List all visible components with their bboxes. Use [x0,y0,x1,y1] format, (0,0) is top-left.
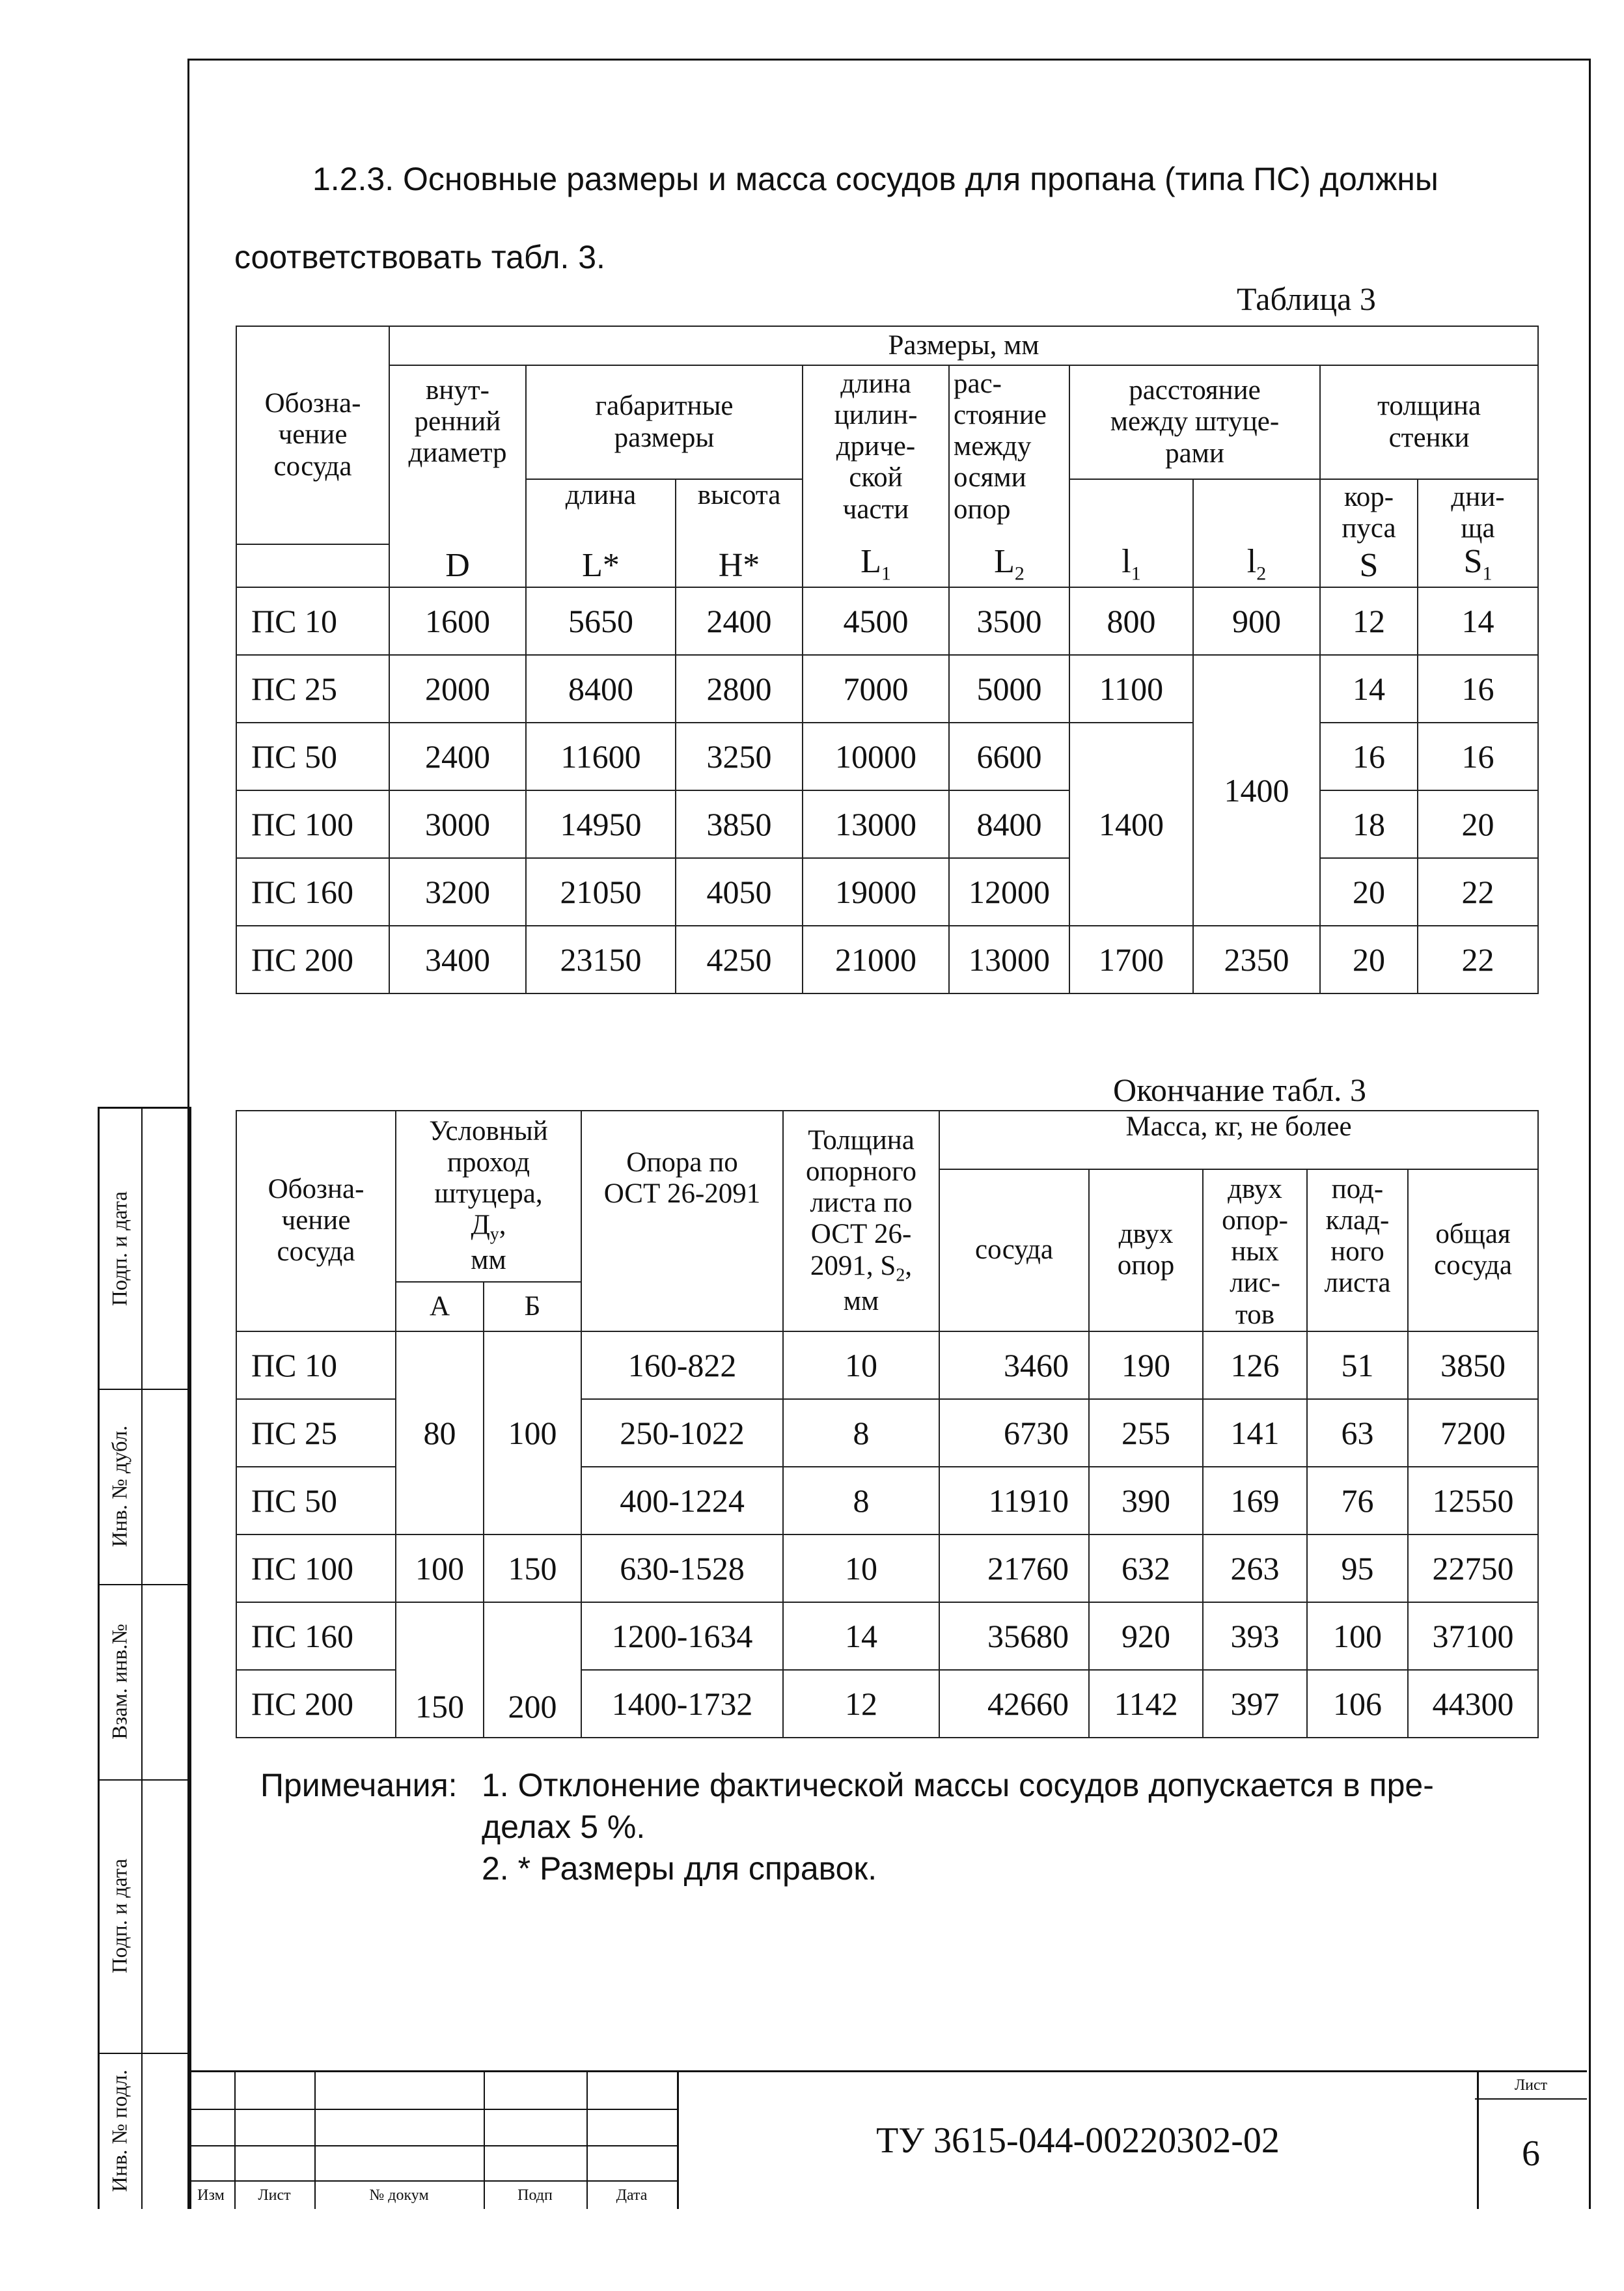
th-sym-small-l2: $l_2$ [1193,544,1320,587]
cell-s: 14 [1320,655,1418,723]
cell-mass-total: 12550 [1408,1467,1538,1534]
table-dimensions [236,326,1539,994]
th-height: высота [676,479,803,544]
cell-mass-two: 190 [1089,1331,1203,1399]
cell-mass-total: 37100 [1408,1602,1538,1670]
cell-mass-vessel: 21760 [939,1534,1089,1602]
document-code: ТУ 3615-044-00220302-02 [677,2072,1479,2209]
cell-mass-sheets: 141 [1203,1399,1307,1467]
th-support-dist: рас- стояние между осями опор [949,365,1069,544]
cell-plate: 10 [783,1331,939,1399]
cell-mass-vessel: 6730 [939,1399,1089,1467]
cell-mass-total: 7200 [1408,1399,1538,1467]
th-bottom: дни- ща [1418,479,1538,544]
side-cell [100,2053,189,2209]
th-sym-small-l1: $l_1$ [1069,544,1193,587]
cell-support: 160-822 [581,1331,783,1399]
cell-plate: 10 [783,1534,939,1602]
cell-a-merged: 150 [396,1602,484,1738]
cell-h: 2400 [676,587,803,655]
cell-h: 4050 [676,858,803,926]
cell-l2: 8400 [949,790,1069,858]
cell-l: 21050 [526,858,676,926]
cell-l1: 13000 [803,790,949,858]
cell-support: 250-1022 [581,1399,783,1467]
cell-name: ПС 160 [236,1602,396,1670]
cell-a-merged: 80 [396,1331,484,1534]
cell-small-l1: 1100 [1069,655,1193,723]
cell-l2: 6600 [949,723,1069,790]
cell-l1: 21000 [803,926,949,993]
cell-s1: 14 [1418,587,1538,655]
cell-name: ПС 50 [236,1467,396,1534]
th-overall: габаритные размеры [526,365,803,479]
cell-name: ПС 160 [236,858,389,926]
cell-s1: 20 [1418,790,1538,858]
table-row [236,723,1538,790]
note-1b: делах 5 %. [482,1809,646,1845]
cell-l: 11600 [526,723,676,790]
cell-mass-sheets: 169 [1203,1467,1307,1534]
cell-l1: 7000 [803,655,949,723]
cell-name: ПС 10 [236,587,389,655]
cell-d: 3000 [389,790,526,858]
th-mass: Масса, кг, не более [939,1111,1538,1169]
cell-l2: 12000 [949,858,1069,926]
side-cell [100,1779,189,2054]
table-row [236,655,1538,723]
cell-d: 2000 [389,655,526,723]
side-label: Подп. и дата [108,1858,132,1974]
th-m-pad: под- клад- ного листа [1307,1169,1408,1331]
cell-l: 14950 [526,790,676,858]
side-label: Инв. № подл. [108,2069,132,2193]
cell-s1: 22 [1418,858,1538,926]
cell-s1: 16 [1418,723,1538,790]
th-sym-s1: $S_1$ [1418,544,1538,587]
cell-mass-pad: 63 [1307,1399,1408,1467]
table2-caption: Окончание табл. 3 [1113,1072,1366,1108]
th-plate: Толщина опорного листа по ОСТ 26- 2091, $S_2$, мм [783,1111,939,1331]
table-mass [236,1110,1539,1738]
cell-small-l2: 2350 [1193,926,1320,993]
th-sym-l1: $L_1$ [803,544,949,587]
cell-mass-total: 22750 [1408,1534,1538,1602]
table-row [236,1331,1538,1399]
cell-l: 5650 [526,587,676,655]
cell-l2: 5000 [949,655,1069,723]
cell-d: 3400 [389,926,526,993]
cell-mass-two: 1142 [1089,1670,1203,1738]
cell-name: ПС 200 [236,926,389,993]
cell-name: ПС 10 [236,1331,396,1399]
table-row [236,926,1538,993]
cell-s1: 22 [1418,926,1538,993]
side-cell [100,1584,189,1781]
cell-plate: 12 [783,1670,939,1738]
cell-name: ПС 100 [236,790,389,858]
cell-small-l2-merged: 1400 [1193,655,1320,926]
th-l1-blank [1069,479,1193,544]
th-b: Б [484,1282,581,1331]
cell-l1: 19000 [803,858,949,926]
th-inner-diameter: внут- ренний диаметр [389,365,526,544]
col-doc: № докум [369,2187,429,2204]
th-nominal: Условный проход штуцера, $Д_у$, мм [396,1111,581,1282]
th-m-sheets: двух опор- ных лис- тов [1203,1169,1307,1331]
table-row [236,790,1538,858]
table-row [236,858,1538,926]
th-sym-blank [236,544,389,587]
cell-name: ПС 25 [236,1399,396,1467]
cell-d: 1600 [389,587,526,655]
cell-mass-total: 3850 [1408,1331,1538,1399]
side-label: Подп. и дата [108,1191,132,1307]
cell-d: 3200 [389,858,526,926]
intro-line-1: 1.2.3. Основные размеры и масса сосудов для пропана (типа ПС) должны [312,161,1438,197]
cell-mass-pad: 51 [1307,1331,1408,1399]
cell-h: 4250 [676,926,803,993]
cell-name: ПС 200 [236,1670,396,1738]
th-m-two: двух опор [1089,1169,1203,1331]
th-cyl-length: длина цилин- дриче- ской части [803,365,949,544]
th-designation: Обозна- чение сосуда [236,1111,396,1331]
notes-label: Примечания: [260,1767,458,1803]
cell-mass-sheets: 393 [1203,1602,1307,1670]
cell-name: ПС 100 [236,1534,396,1602]
cell-s: 20 [1320,858,1418,926]
cell-l2: 3500 [949,587,1069,655]
table-row [236,1534,1538,1602]
table-row [236,1602,1538,1670]
cell-plate: 14 [783,1602,939,1670]
side-cell [100,1109,189,1390]
th-a: А [396,1282,484,1331]
table1-caption: Таблица 3 [1237,281,1376,317]
cell-s: 16 [1320,723,1418,790]
cell-l2: 13000 [949,926,1069,993]
cell-d: 2400 [389,723,526,790]
col-izm: Изм [197,2187,225,2204]
cell-plate: 8 [783,1467,939,1534]
th-sym-h: H* [676,544,803,587]
cell-support: 400-1224 [581,1467,783,1534]
th-designation: Обозна- чение сосуда [236,326,389,544]
intro-line-2: соответствовать табл. 3. [234,239,605,275]
side-cell [100,1389,189,1585]
cell-small-l2: 900 [1193,587,1320,655]
cell-mass-pad: 76 [1307,1467,1408,1534]
cell-s: 18 [1320,790,1418,858]
cell-mass-vessel: 11910 [939,1467,1089,1534]
intro-paragraph [234,140,1543,296]
cell-mass-two: 632 [1089,1534,1203,1602]
th-l2-blank [1193,479,1320,544]
th-length: длина [526,479,676,544]
sheet-label: Лист [1475,2072,1587,2100]
th-sym-d: D [389,544,526,587]
cell-h: 3850 [676,790,803,858]
cell-support: 630-1528 [581,1534,783,1602]
cell-h: 3250 [676,723,803,790]
th-m-vessel: сосуда [939,1169,1089,1331]
cell-b-merged: 100 [484,1331,581,1534]
col-list: Лист [258,2187,291,2204]
cell-name: ПС 25 [236,655,389,723]
col-date: Дата [616,2187,648,2204]
revision-grid [187,2072,677,2209]
th-sym-l: L* [526,544,676,587]
cell-mass-two: 255 [1089,1399,1203,1467]
cell-mass-total: 44300 [1408,1670,1538,1738]
cell-small-l1: 800 [1069,587,1193,655]
cell-support: 1200-1634 [581,1602,783,1670]
th-wall: толщина стенки [1320,365,1538,479]
cell-mass-sheets: 263 [1203,1534,1307,1602]
cell-l1: 10000 [803,723,949,790]
cell-mass-vessel: 35680 [939,1602,1089,1670]
sheet-number: 6 [1522,2133,1540,2174]
title-block [187,2070,1587,2209]
cell-mass-pad: 95 [1307,1534,1408,1602]
th-nozzle-dist: расстояние между штуце- рами [1069,365,1320,479]
notes [260,1764,1536,1889]
cell-support: 1400-1732 [581,1670,783,1738]
col-sign: Подп [517,2187,553,2204]
th-support: Опора по ОСТ 26-2091 [581,1111,783,1331]
cell-mass-sheets: 397 [1203,1670,1307,1738]
th-body: кор- пуса [1320,479,1418,544]
th-sym-l2: $L_2$ [949,544,1069,587]
table-row [236,587,1538,655]
cell-small-l1-merged: 1400 [1069,723,1193,926]
cell-b-merged: 200 [484,1602,581,1738]
cell-a: 100 [396,1534,484,1602]
note-2: 2. * Размеры для справок. [482,1850,877,1887]
cell-mass-pad: 106 [1307,1670,1408,1738]
cell-mass-vessel: 42660 [939,1670,1089,1738]
th-sym-s: S [1320,544,1418,587]
th-m-total: общая сосуда [1408,1169,1538,1331]
cell-l1: 4500 [803,587,949,655]
cell-h: 2800 [676,655,803,723]
side-label: Инв. № дубл. [108,1425,132,1548]
side-label: Взам. инв.№ [108,1624,132,1740]
cell-l: 8400 [526,655,676,723]
cell-mass-pad: 100 [1307,1602,1408,1670]
side-stamp [98,1107,191,2209]
cell-l: 23150 [526,926,676,993]
cell-mass-two: 390 [1089,1467,1203,1534]
cell-s: 20 [1320,926,1418,993]
cell-s: 12 [1320,587,1418,655]
th-sizes: Размеры, мм [389,326,1538,365]
cell-mass-vessel: 3460 [939,1331,1089,1399]
cell-s1: 16 [1418,655,1538,723]
cell-small-l1: 1700 [1069,926,1193,993]
cell-b: 150 [484,1534,581,1602]
cell-plate: 8 [783,1399,939,1467]
cell-name: ПС 50 [236,723,389,790]
note-1a: 1. Отклонение фактической массы сосудов допускается в пре- [482,1767,1434,1803]
cell-mass-sheets: 126 [1203,1331,1307,1399]
cell-mass-two: 920 [1089,1602,1203,1670]
